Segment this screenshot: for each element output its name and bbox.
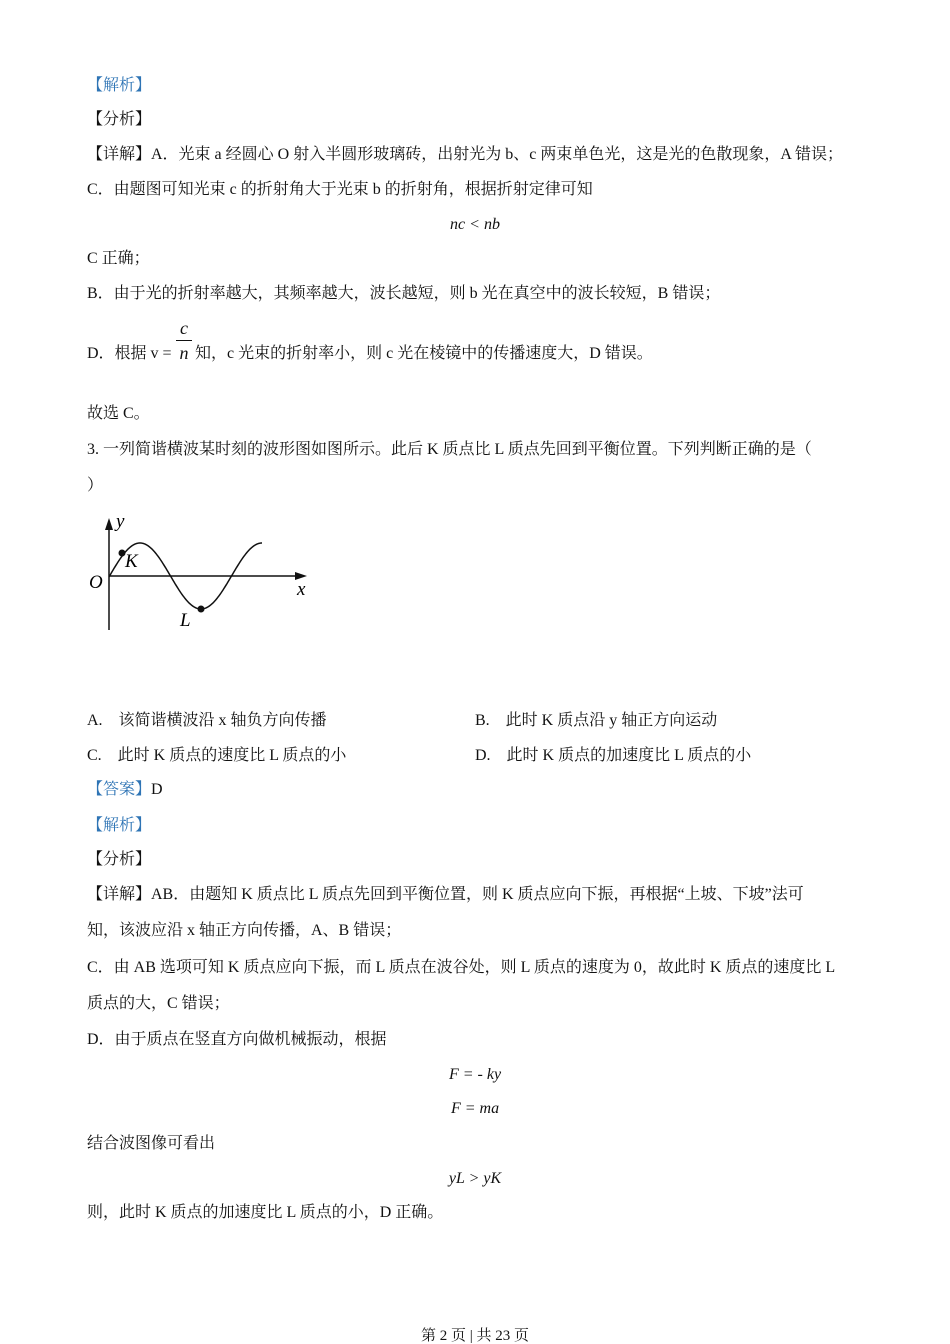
c-correct: C 正确； [87,250,150,267]
detail-line-c2: C．由 AB 选项可知 K 质点应向下振，而 L 质点在波谷处，则 L 质点的速度为 0，故此时 K 质点的速度比 L [87,959,836,976]
analysis-subheading-2: 【分析】 [87,851,152,868]
equation-yl-yk: yL > yK [448,1170,502,1187]
detail-line-b: B．由于光的折射率越大，其频率越大，波长越短，则 b 光在真空中的波长较短，B 错误； [87,285,721,302]
point-l [198,606,205,613]
detail-line-ab: 【详解】AB．由题知 K 质点比 L 质点先回到平衡位置，则 K 质点应向下振，再根据“上坡、下坡”法可 [87,886,804,903]
option-d[interactable]: D. 此时 K 质点的加速度比 L 质点的小 [475,747,752,764]
detail-line-c2-cont: 质点的大，C 错误； [87,995,230,1012]
y-axis-arrow-icon [105,518,113,530]
equation-f-ky: F = - ky [448,1066,502,1083]
detail-line-d-end: 知，c 光束的折射率小，则 c 光在棱镜中的传播速度大，D 错误。 [195,345,653,362]
answer-line [87,780,163,800]
l-label: L [180,610,191,631]
equation-f-ma: F = ma [450,1100,500,1117]
analysis-subheading: 【分析】 [87,111,152,128]
origin-label: O [89,572,103,593]
y-axis-label: y [116,511,125,532]
option-b[interactable]: B. 此时 K 质点沿 y 轴正方向运动 [475,712,718,729]
option-c[interactable]: C. 此时 K 质点的速度比 L 质点的小 [87,747,347,764]
k-label: K [125,551,138,572]
detail-line-d-start: D．根据 v = [87,345,172,362]
option-a[interactable]: A. 该简谐横波沿 x 轴负方向传播 [87,712,327,729]
detail-line-d2: D．由于质点在竖直方向做机械振动，根据 [87,1031,387,1048]
conclusion-line: 则，此时 K 质点的加速度比 L 质点的小，D 正确。 [87,1204,444,1221]
page-footer: 第 2 页 | 共 23 页 [420,1328,529,1344]
detail-line-ab-cont: 知，该波应沿 x 轴正方向传播，A、B 错误； [87,922,402,939]
equation-nc-nb: nc < nb [450,216,500,233]
analysis-heading: 【解析】 [87,77,152,94]
detail-line-a: 【详解】A．光束 a 经圆心 O 射入半圆形玻璃砖，出射光为 b、c 两束单色光，这是光的色散现象，A 错误； [87,146,843,163]
choice-conclusion: 故选 C。 [87,405,150,422]
fraction-denominator: n [179,343,189,363]
fraction-numerator: c [180,318,188,338]
answer-value: D [151,781,163,798]
question-3-stem: 3. 一列简谐横波某时刻的波形图如图所示。此后 K 质点比 L 质点先回到平衡位置。下列判断正确的是（ [87,441,812,458]
analysis-heading-2: 【解析】 [87,817,152,834]
question-3-stem-end: ） [87,477,104,494]
detail-line-c: C．由题图可知光束 c 的折射角大于光束 b 的折射角，根据折射定律可知 [87,181,593,198]
answer-tag: 【答案】 [87,781,152,798]
combine-line: 结合波图像可看出 [87,1135,216,1152]
x-axis-label: x [297,579,306,600]
